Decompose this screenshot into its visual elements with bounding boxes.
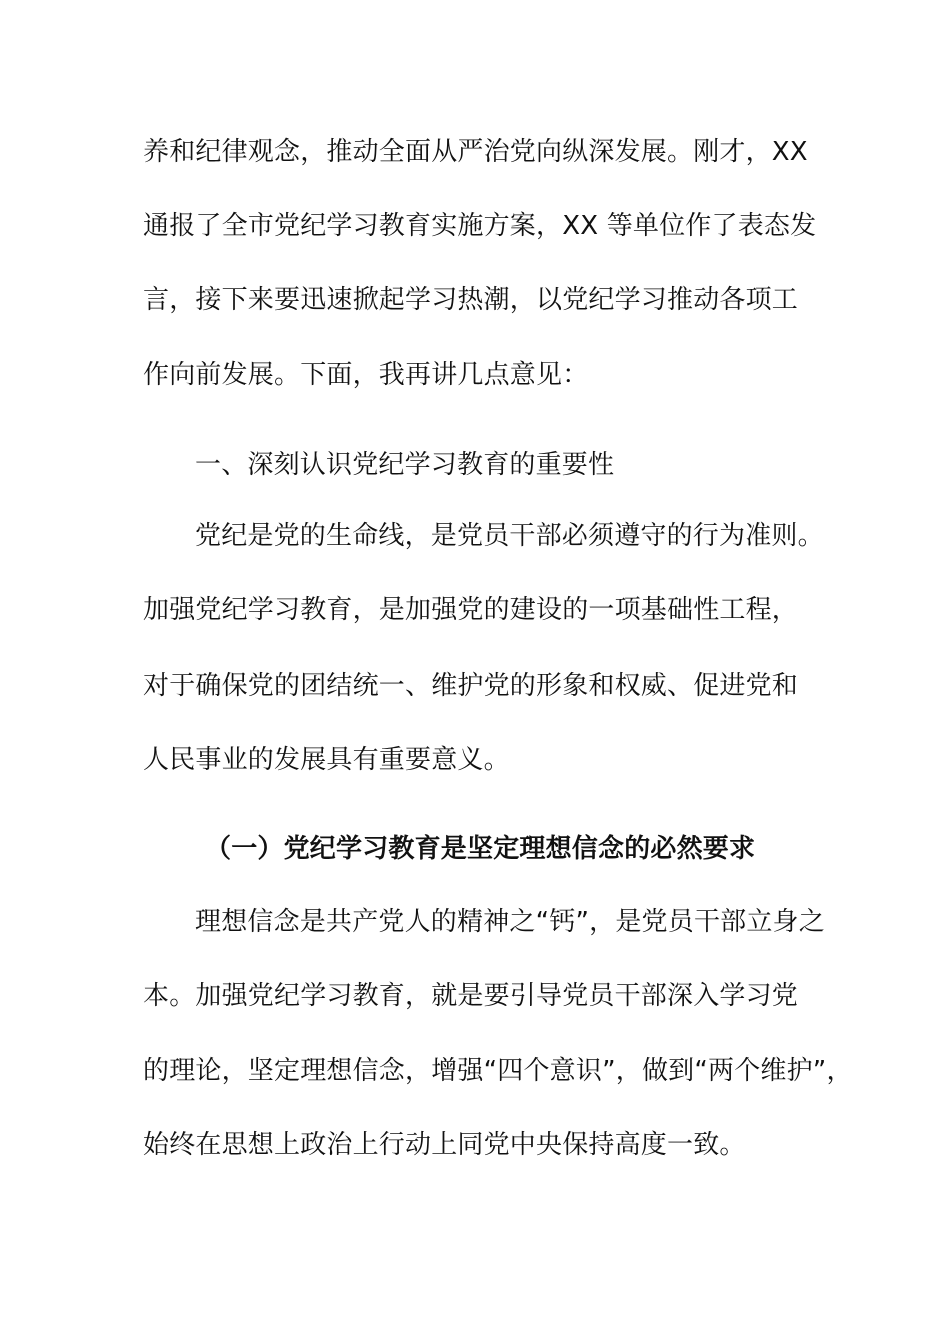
- subsection-heading: （一）党纪学习教育是坚定理想信念的必然要求: [205, 834, 756, 864]
- paragraph-line: 始终在思想上政治上行动上同党中央保持高度一致。: [143, 1130, 746, 1160]
- paragraph-line: 人民事业的发展具有重要意义。: [143, 745, 510, 775]
- paragraph-line: 的理论，坚定理想信念，增强“四个意识”，做到“两个维护”，: [143, 1056, 853, 1086]
- paragraph-line: 养和纪律观念，推动全面从严治党向纵深发展。刚才，XX: [143, 137, 808, 167]
- paragraph-line: 理想信念是共产党人的精神之“钙”，是党员干部立身之: [195, 907, 825, 937]
- paragraph-line: 通报了全市党纪学习教育实施方案，XX 等单位作了表态发: [143, 211, 817, 241]
- section-heading-1: 一、深刻认识党纪学习教育的重要性: [195, 450, 615, 480]
- paragraph-line: 加强党纪学习教育，是加强党的建设的一项基础性工程，: [143, 595, 799, 625]
- paragraph-line: 言，接下来要迅速掀起学习热潮，以党纪学习推动各项工: [143, 285, 799, 315]
- paragraph-line: 党纪是党的生命线，是党员干部必须遵守的行为准则。: [195, 521, 824, 551]
- paragraph-line: 作向前发展。下面，我再讲几点意见：: [143, 360, 589, 390]
- paragraph-line: 本。加强党纪学习教育，就是要引导党员干部深入学习党: [143, 981, 799, 1011]
- paragraph-line: 对于确保党的团结统一、维护党的形象和权威、促进党和: [143, 671, 799, 701]
